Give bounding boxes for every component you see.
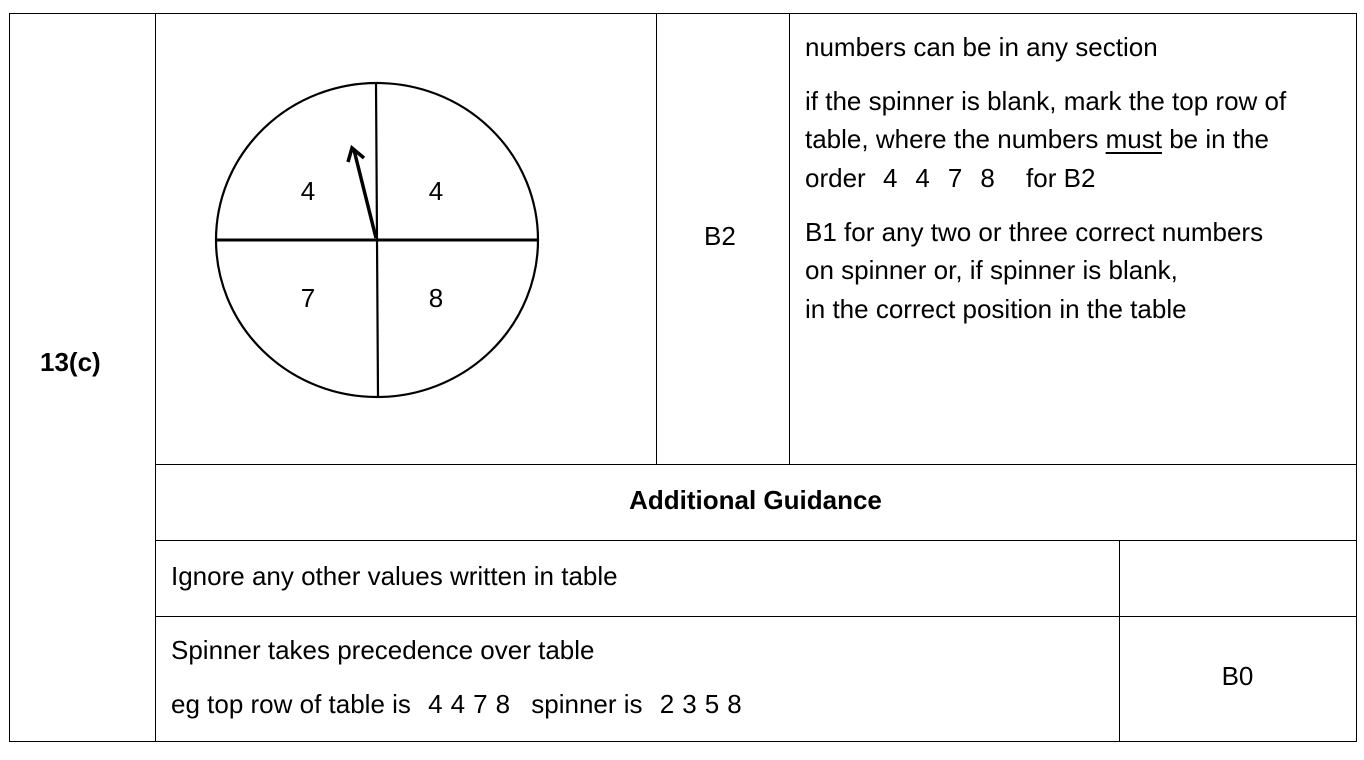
table-right-border <box>1356 13 1357 742</box>
order-label: order <box>805 163 866 193</box>
example-table-values <box>428 689 510 719</box>
guidance-heading-bottom <box>155 540 1356 541</box>
guidance-note-2-line2 <box>805 120 1269 158</box>
table-left-border <box>9 13 10 742</box>
example-spinner-values <box>660 689 742 719</box>
spinner-vertical-divider <box>376 82 378 397</box>
order-value: 8 <box>980 163 995 193</box>
guidance-note-2-line1: if the spinner is blank, mark the top row of <box>805 86 1287 116</box>
example-value: 7 <box>473 689 488 719</box>
guidance-heading-top <box>155 464 1356 465</box>
guidance-note-2-line2-post: be in the <box>1161 124 1269 154</box>
order-value: 4 <box>882 163 898 193</box>
table-top-border <box>9 13 1356 14</box>
additional-guidance-heading: Additional Guidance <box>629 485 882 515</box>
guidance-row-1-text: Ignore any other values written in table <box>171 561 618 591</box>
question-column-divider <box>155 13 156 742</box>
example-mid: spinner is <box>531 689 643 719</box>
guidance-row-2-line1: Spinner takes precedence over table <box>171 635 595 665</box>
must-emphasis: must <box>1105 124 1162 154</box>
spinner-diagram <box>214 78 544 403</box>
order-sequence <box>883 163 995 193</box>
guidance-row-2-mark: B0 <box>1221 661 1254 691</box>
guidance-note-2-line2-pre: table, where the numbers <box>805 124 1106 154</box>
table-bottom-border <box>9 741 1356 742</box>
guidance-row-divider <box>155 616 1356 617</box>
example-prefix: eg top row of table is <box>171 689 411 719</box>
guidance-note-3-line3: in the correct position in the table <box>805 294 1187 324</box>
guidance-note-2-line3 <box>805 159 1095 197</box>
example-value: 4 <box>428 689 443 719</box>
example-value: 8 <box>495 689 511 719</box>
spinner-section-top-right: 4 <box>428 176 444 206</box>
order-suffix: for B2 <box>1026 163 1096 193</box>
spinner-svg <box>214 78 544 403</box>
spinner-section-bottom-right: 8 <box>428 283 444 313</box>
guidance-note-3-line1: B1 for any two or three correct numbers <box>805 217 1264 247</box>
example-value: 3 <box>682 689 697 719</box>
example-value: 2 <box>659 689 675 719</box>
guidance-mark-divider <box>1119 540 1120 742</box>
mark-value: B2 <box>704 221 736 251</box>
question-number: 13(c) <box>40 347 101 377</box>
guidance-row-2-line2 <box>171 685 742 723</box>
spinner-section-bottom-left: 7 <box>300 283 316 313</box>
example-value: 5 <box>704 689 720 719</box>
guidance-note-1: numbers can be in any section <box>805 32 1158 62</box>
example-value: 4 <box>450 689 466 719</box>
answer-column-divider <box>656 13 657 464</box>
spinner-section-top-left: 4 <box>300 176 316 206</box>
mark-column-divider <box>789 13 790 464</box>
guidance-note-3-line2: on spinner or, if spinner is blank, <box>805 255 1178 285</box>
spinner-arrow-shaft <box>354 150 376 238</box>
example-value: 8 <box>727 689 742 719</box>
order-value: 4 <box>915 163 930 193</box>
order-value: 7 <box>947 163 963 193</box>
